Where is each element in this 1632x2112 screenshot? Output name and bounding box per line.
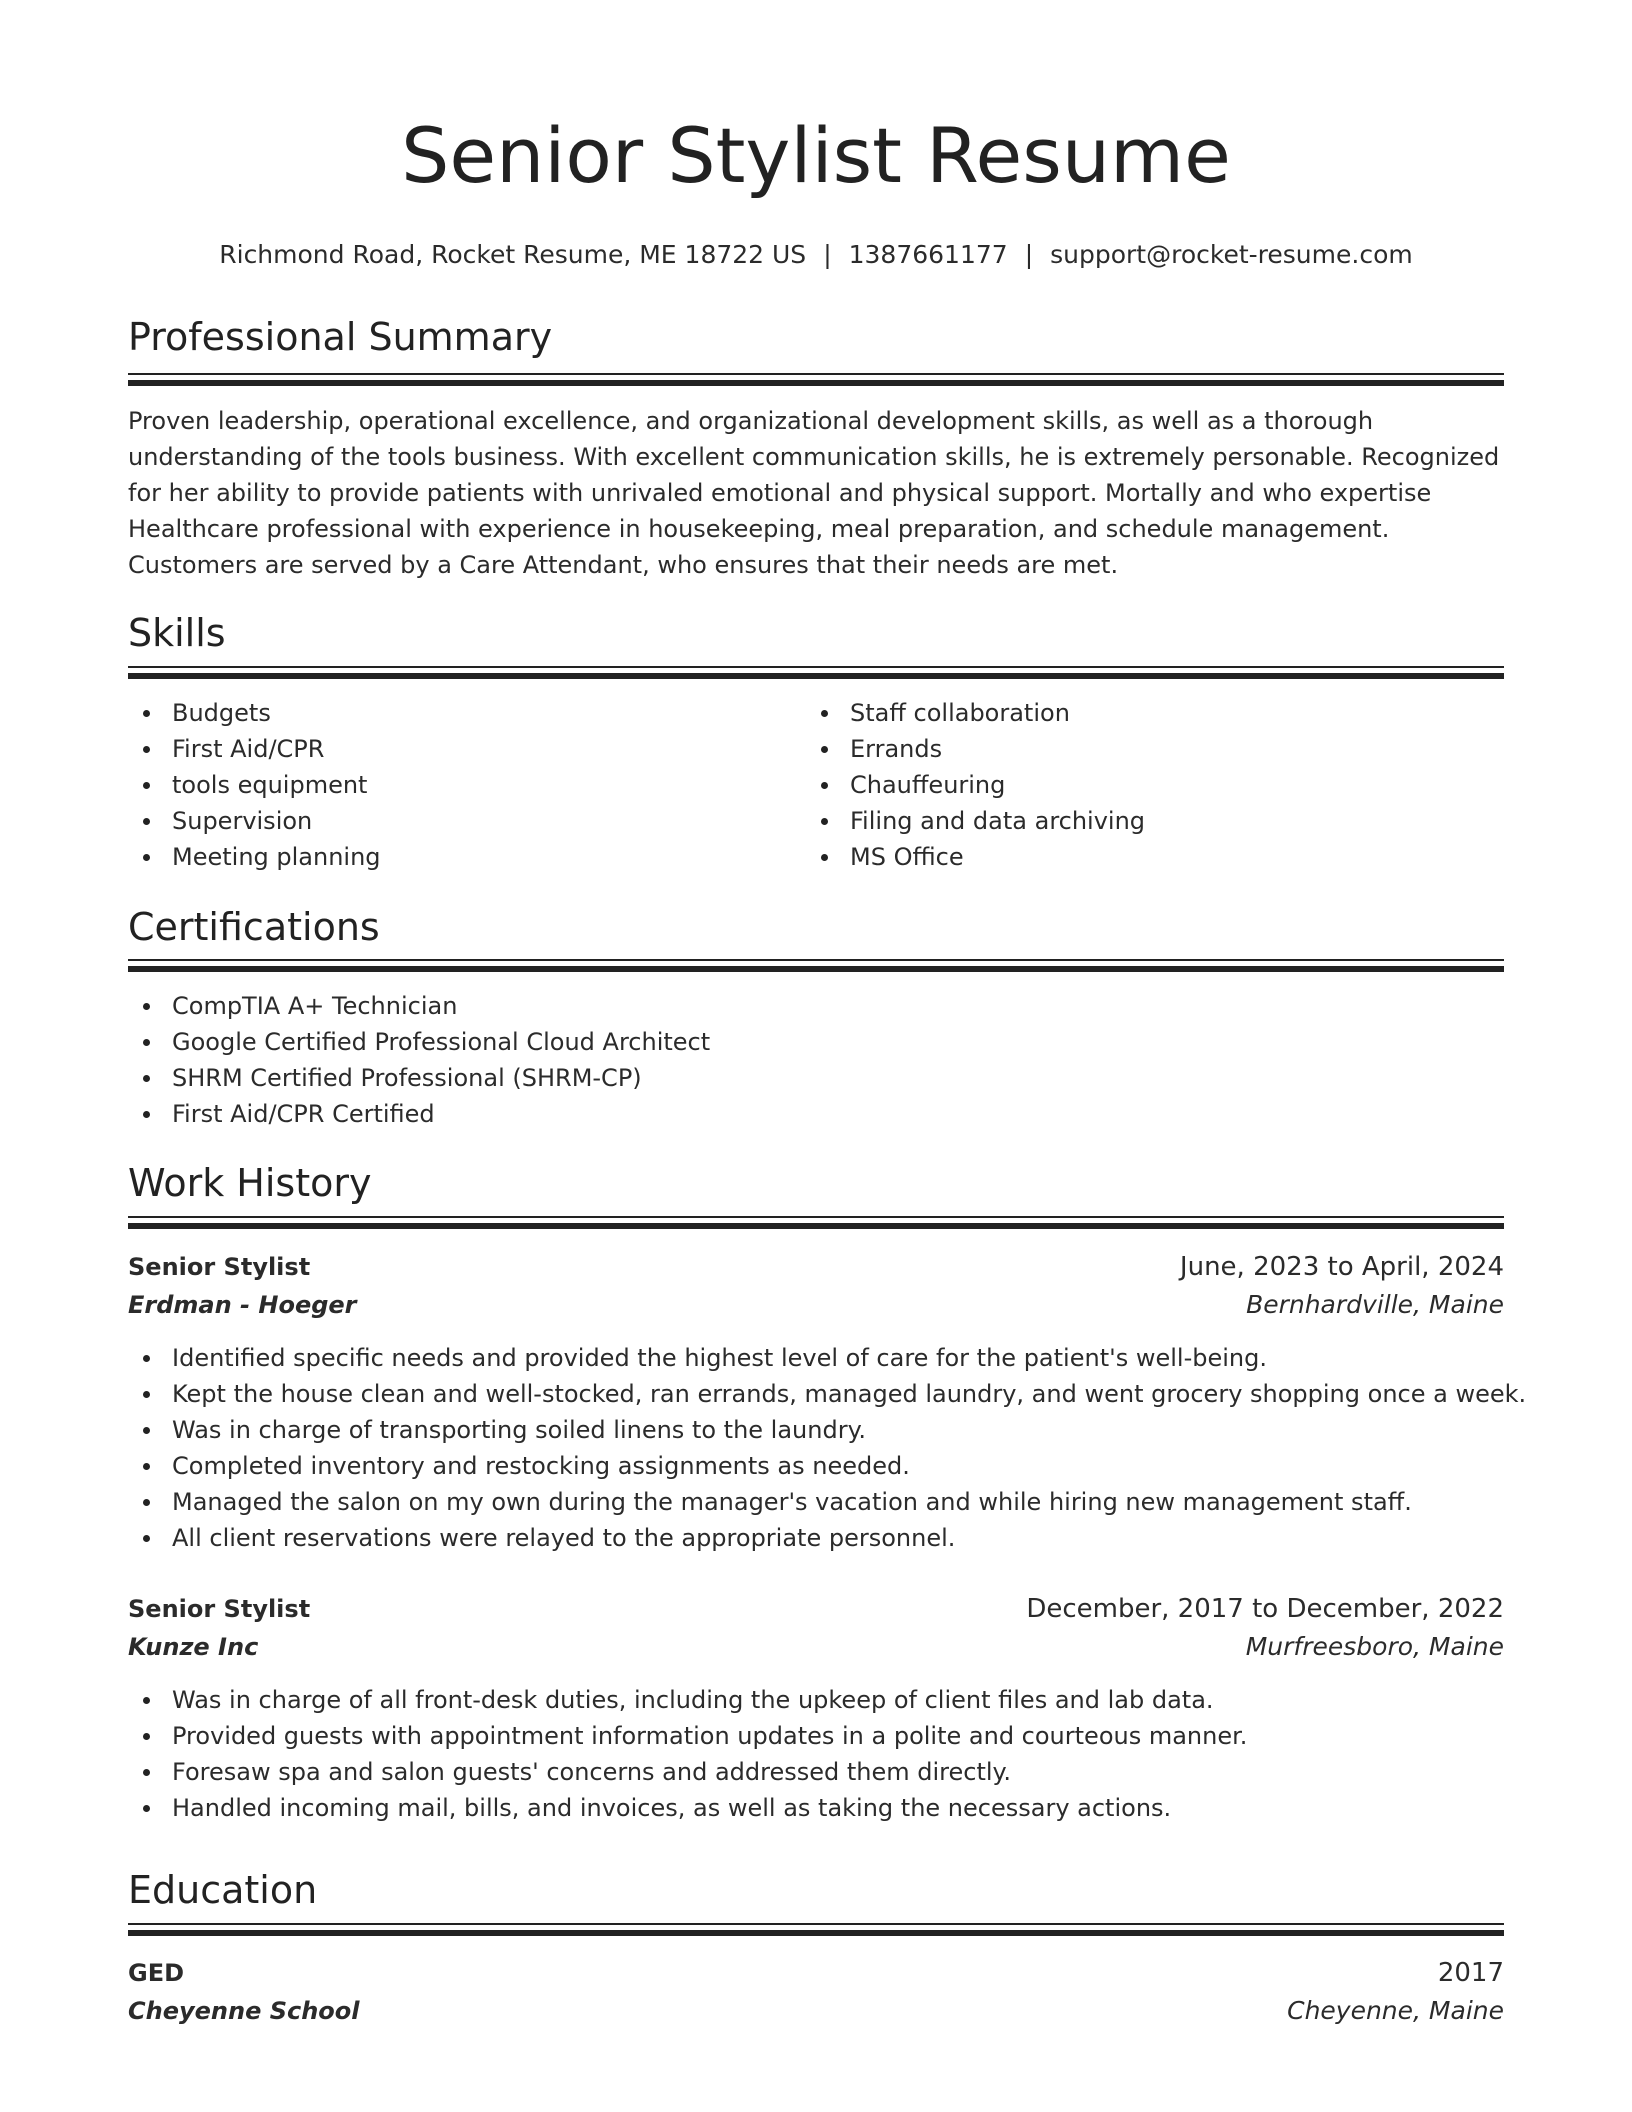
list-item: CompTIA A+ Technician [128, 988, 1504, 1024]
list-item: Chauffeuring [806, 767, 1484, 803]
summary-divider [128, 373, 1504, 386]
list-item: Meeting planning [128, 839, 806, 875]
job-location: Murfreesboro, Maine [1245, 1632, 1504, 1661]
list-item: Managed the salon on my own during the manager's vacation and while hiring new management staff. [128, 1484, 1504, 1520]
education-entry [128, 1954, 1504, 2030]
skills-right-list [806, 695, 1484, 875]
list-item: Was in charge of transporting soiled linens to the laundry. [128, 1412, 1504, 1448]
contact-separator: | [1024, 240, 1034, 269]
job-company: Kunze Inc [128, 1633, 259, 1661]
list-item: All client reservations were relayed to the appropriate personnel. [128, 1520, 1504, 1556]
education-section [128, 1868, 1504, 1915]
list-item: tools equipment [128, 767, 806, 803]
list-item: Budgets [128, 695, 806, 731]
contact-line [128, 242, 1504, 267]
education-divider [128, 1923, 1504, 1936]
job-entry [128, 1590, 1504, 1826]
list-item: Identified specific needs and provided the highest level of care for the patient's well-being. [128, 1340, 1504, 1376]
resume-title: Senior Stylist Resume [401, 111, 1231, 200]
list-item: Provided guests with appointment information updates in a polite and courteous manner. [128, 1718, 1504, 1754]
skills-divider [128, 666, 1504, 679]
education-school: Cheyenne School [128, 1997, 360, 2025]
summary-text: Proven leadership, operational excellence, and organizational development skills, as well as a thorough understanding of the tools business. With excellent communication skills, he is extremely personable. Recognized for her ability to provide patients with unrivaled emotional and physical support. Mortally and who expertise Healthcare professional with experience in housekeeping, meal preparation, and schedule management. Customers are served by a Care Attendant, who ensures that their needs are met. [128, 407, 1500, 579]
job-title: Senior Stylist [128, 1595, 311, 1623]
list-item: Errands [806, 731, 1484, 767]
contact-address: Richmond Road, Rocket Resume, ME 18722 US [219, 240, 807, 269]
contact-separator: | [823, 240, 832, 269]
education-year: 2017 [1437, 1958, 1504, 1988]
list-item: Google Certified Professional Cloud Architect [128, 1024, 1504, 1060]
list-item: Kept the house clean and well-stocked, ran errands, managed laundry, and went grocery shopping once a week. [128, 1376, 1504, 1412]
certifications-divider [128, 959, 1504, 972]
list-item: Foresaw spa and salon guests' concerns and addressed them directly. [128, 1754, 1504, 1790]
summary-section [128, 315, 1504, 362]
job-company: Erdman - Hoeger [128, 1291, 357, 1319]
list-item: Was in charge of all front-desk duties, including the upkeep of client files and lab data. [128, 1682, 1504, 1718]
skills-section [128, 611, 1504, 658]
work-section [128, 1161, 1504, 1208]
work-divider [128, 1216, 1504, 1229]
education-heading: Education [128, 1868, 318, 1912]
job-dates: June, 2023 to April, 2024 [1179, 1252, 1504, 1282]
list-item: Staff collaboration [806, 695, 1484, 731]
job-bullets [128, 1340, 1527, 1556]
work-heading: Work History [128, 1161, 372, 1205]
skills-list [128, 695, 1504, 875]
skills-left-list [128, 695, 806, 875]
job-location: Bernhardville, Maine [1246, 1290, 1504, 1319]
list-item: Handled incoming mail, bills, and invoices, as well as taking the necessary actions. [128, 1790, 1504, 1826]
certifications-section [128, 905, 1504, 952]
job-bullets [128, 1682, 1504, 1826]
certifications-list [128, 988, 1504, 1132]
job-dates: December, 2017 to December, 2022 [1026, 1594, 1504, 1624]
certifications-heading: Certifications [128, 905, 380, 949]
list-item: First Aid/CPR Certified [128, 1096, 1504, 1132]
list-item: Completed inventory and restocking assignments as needed. [128, 1448, 1504, 1484]
list-item: Supervision [128, 803, 806, 839]
list-item: MS Office [806, 839, 1484, 875]
education-location: Cheyenne, Maine [1287, 1996, 1504, 2025]
education-degree: GED [128, 1959, 185, 1987]
contact-phone[interactable]: 1387661177 [848, 240, 1008, 269]
job-entry [128, 1248, 1527, 1556]
list-item: SHRM Certified Professional (SHRM-CP) [128, 1060, 1504, 1096]
contact-email[interactable]: support@rocket-resume.com [1050, 240, 1413, 269]
list-item: Filing and data archiving [806, 803, 1484, 839]
summary-heading: Professional Summary [128, 315, 553, 359]
skills-heading: Skills [128, 611, 226, 655]
list-item: First Aid/CPR [128, 731, 806, 767]
job-title: Senior Stylist [128, 1253, 311, 1281]
